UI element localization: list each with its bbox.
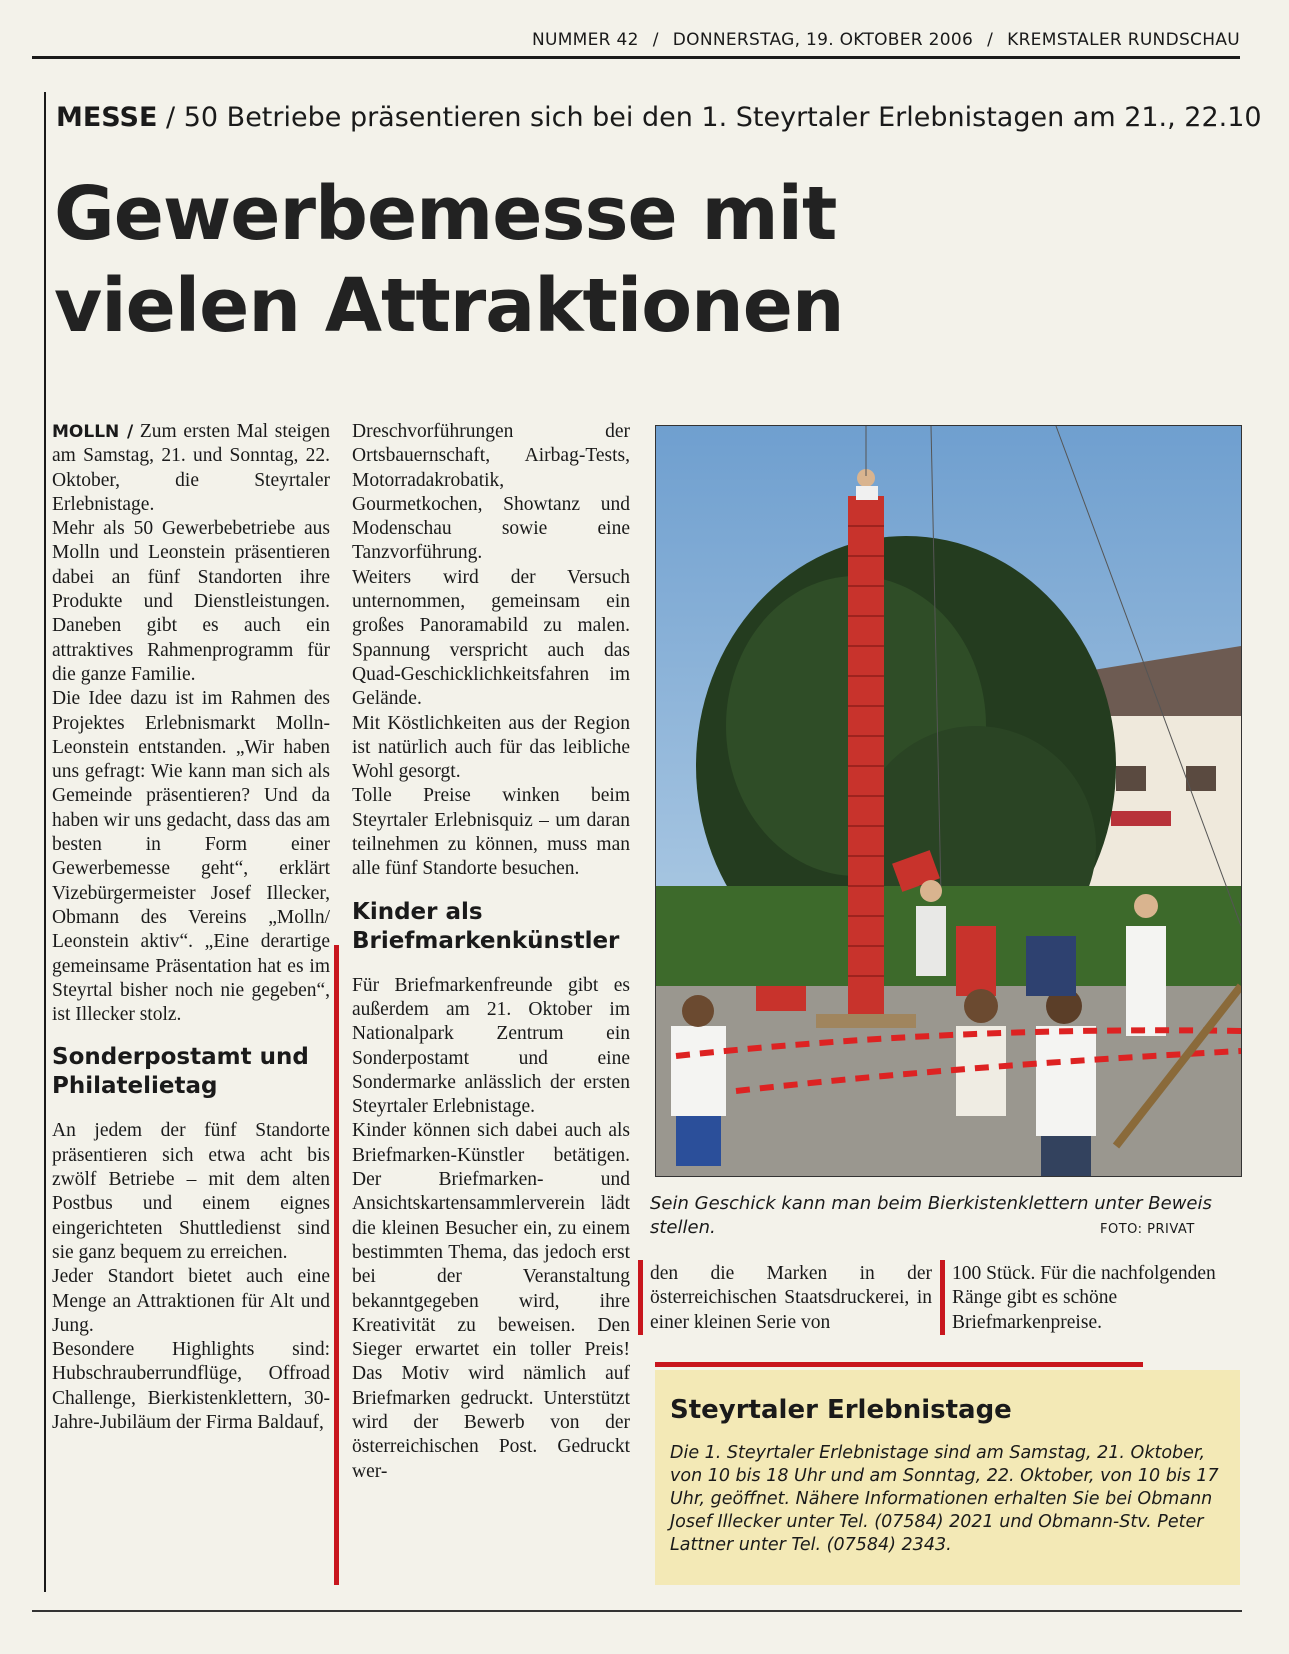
subheading: Sonderpostamt und Philatelietag (52, 1044, 309, 1100)
paragraph: 100 Stück. Für die nachfolgenden Ränge gibt es schöne Briefmarkenpreise. (952, 1263, 1216, 1333)
paragraph: Besondere Highlights sind: Hubschrauberrundflüge, Offroad Challenge, Bierkistenklettern, 30-Jahre-Jubiläum der Firma Baldauf, (52, 1339, 330, 1433)
topic-text: 50 Betriebe präsentieren sich bei den 1. Steyrtaler Erlebnistagen am 21., 22.10 (183, 102, 1262, 133)
photo-credit: FOTO: PRIVAT (1100, 1222, 1195, 1237)
subheading: Kinder als Briefmarkenkünstler (352, 898, 620, 954)
paragraph: Mehr als 50 Gewerbebetriebe aus Molln und Leonstein präsentieren dabei an fünf Standorten ihre Produkte und Dienstleistungen. Daneben gibt es auch ein attraktives Rahmenprogramm für die ganze Familie. (52, 518, 330, 685)
paragraph: Für Briefmarkenfreunde gibt es außerdem am 21. Oktober im Nationalpark Zentrum ein Sonderpostamt und eine Sondermarke anlässlich der ersten Steyrtaler Erlebnistage. (352, 974, 630, 1118)
red-marker (638, 1260, 643, 1335)
paper-name: KREMSTALER RUNDSCHAU (1007, 30, 1240, 50)
headline-line-1: Gewerbemesse mit (54, 171, 837, 257)
paragraph: Kinder können sich dabei auch als Briefmarken-Künstler betätigen. Der Briefmarken- und Ansichtskartensammlerverein lädt die kleinen Besucher ein, zu einem bestimmten Thema, das jedoch erst bei der Veranstaltung bekanntgegeben wird, ihre Kreativität zu beweisen. Den Sieger erwartet ein toller Preis! Das Motiv wird nämlich auf Briefmarken gedruckt. Unterstützt wird der Bewerb von der österreichischen Post. Gedruckt wer- (352, 1120, 630, 1482)
paragraph: Weiters wird der Versuch unternommen, gemeinsam ein großes Panoramabild zu malen. Spannung verspricht auch das Quad-Geschicklichkeitsfahren im Gelände. (352, 566, 630, 710)
article-column-1 (52, 420, 330, 1435)
bottom-rule (32, 1610, 1242, 1612)
red-marker (655, 1362, 1143, 1367)
paragraph: Dreschvorführungen der Ortsbauernschaft, Airbag-Tests, Motorradakrobatik, Gourmetkochen, Showtanz und Modenschau sowie eine Tanzvorführung. (352, 421, 630, 564)
article-column-2 (352, 420, 630, 1484)
red-marker (334, 945, 339, 1585)
headline-line-2: vielen Attraktionen (54, 263, 844, 349)
paragraph: An jedem der fünf Standorte präsentieren sich etwa acht bis zwölf Betriebe – mit dem alten Postbus und einem eignes eingerichteten Shuttledienst sind sie ganz bequem zu erreichen. (52, 1120, 330, 1263)
paragraph: Mit Köstlichkeiten aus der Region ist natürlich auch für das leibliche Wohl gesorgt. (352, 712, 630, 783)
red-marker (940, 1260, 945, 1335)
issue-number: NUMMER 42 (531, 30, 639, 50)
paragraph: Jeder Standort bietet auch eine Menge an Attraktionen für Alt und Jung. (52, 1266, 330, 1336)
article-column-3 (650, 1262, 932, 1335)
headline (54, 168, 1034, 352)
paragraph: Tolle Preise winken beim Steyrtaler Erlebnisquiz – um daran teilnehmen zu können, muss man alle fünf Standorte besuchen. (352, 785, 630, 880)
paragraph: den die Marken in der österreichischen Staatsdruckerei, in einer kleinen Serie von (650, 1263, 932, 1333)
masthead: NUMMER 42 / DONNERSTAG, 19. OKTOBER 2006 / KREMSTALER RUNDSCHAU (32, 26, 1240, 59)
article-column-4 (952, 1262, 1240, 1335)
paragraph: Zum ersten Mal steigen am Samstag, 21. und Sonntag, 22. Oktober, die Steyrtaler Erlebnistage. (52, 421, 330, 515)
info-box (655, 1370, 1240, 1585)
paragraph: Die Idee dazu ist im Rahmen des Projektes Erlebnismarkt Molln-Leonstein entstanden. „Wir haben uns gefragt: Wie kann man sich als Gemeinde präsentieren? Und da haben wir uns gedacht, dass das am besten in Form einer Gewerbemesse geht“, erklärt Vizebürgermeister Josef Illecker, Obmann des Vereins „Molln/ Leonstein aktiv“. „Eine derartige gemeinsame Präsentation hat es im Steyrtal bisher noch nie gegeben“, ist Illecker stolz. (52, 688, 330, 1026)
photo-caption: Sein Geschick kann man beim Bierkistenklettern unter Beweis stellen. (650, 1193, 1212, 1238)
topic-kicker: MESSE (56, 102, 158, 133)
info-box-text: Die 1. Steyrtaler Erlebnistage sind am Samstag, 21. Oktober, von 10 bis 18 Uhr und am Sonntag, 22. Oktober, von 10 bis 17 Uhr, geöffnet. Nähere Informationen erhalten Sie bei Obmann Josef Illecker unter Tel. (07584) 2021 und Obmann-Stv. Peter Lattner unter Tel. (07584) 2343. (670, 1443, 1219, 1555)
issue-date: DONNERSTAG, 19. OKTOBER 2006 (672, 30, 974, 50)
dateline: MOLLN / (52, 422, 134, 442)
topic-line: MESSE / 50 Betriebe präsentieren sich bei den 1. Steyrtaler Erlebnistagen am 21., 22.10 (56, 102, 1262, 133)
left-rule (44, 92, 46, 1592)
photo-beer-crate-climbing (655, 425, 1242, 1177)
info-box-title: Steyrtaler Erlebnistage (670, 1395, 1012, 1425)
